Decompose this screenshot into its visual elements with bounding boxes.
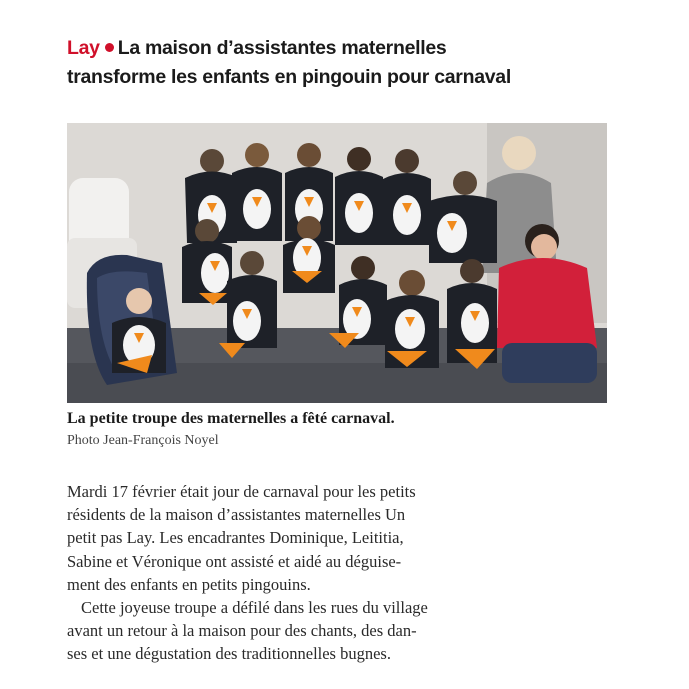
p1-line: petit pas Lay. Les encadrantes Dominique, Leititia, [67,528,404,548]
article-photo [67,123,607,403]
photo-credit: Photo Jean-François Noyel [67,433,219,448]
headline-text-1: La maison d’assistantes maternelles [117,37,447,59]
paragraph-1 [67,480,617,596]
p1-line: Sabine et Véronique ont assisté et aidé au déguise- [67,551,402,571]
p2-line: Cette joyeuse troupe a défilé dans les rues du village [81,598,428,618]
p2-line: ses et une dégustation des traditionnelles bugnes. [67,644,391,664]
p1-line: Mardi 17 février était jour de carnaval pour les petits [67,482,416,501]
headline-line-2: transforme les enfants en pingouin pour carnaval [67,66,511,88]
p2-line: avant un retour à la maison pour des chants, des dan- [67,621,417,641]
photo-caption: La petite troupe des maternelles a fêté carnaval. [67,410,395,427]
article-headline [67,34,627,92]
kicker-dot-icon [105,43,114,52]
paragraph-2 [67,596,617,666]
p1-line: ment des enfants en petits pingouins. [67,574,311,594]
location-kicker: Lay [67,37,100,59]
p1-line: résidents de la maison d’assistantes maternelles Un [67,505,406,525]
headline-line-1 [67,34,627,63]
group-photo-illustration [67,123,607,403]
article-body [67,480,617,666]
